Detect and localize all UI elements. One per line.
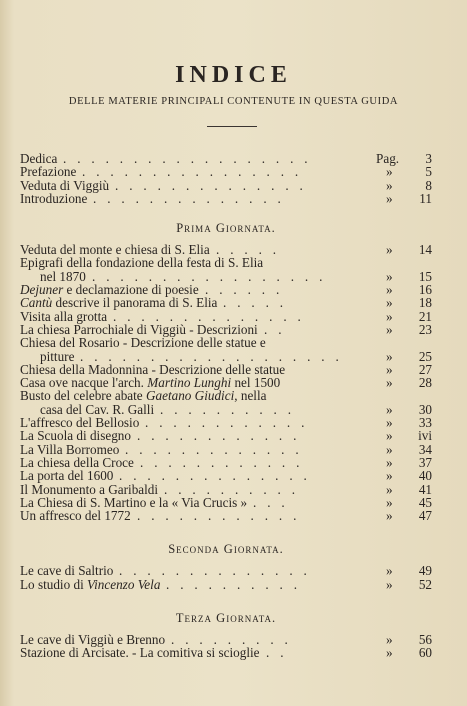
- toc-entry: [20, 296, 432, 309]
- page-prefix: »: [386, 268, 393, 284]
- page-number: 37: [418, 454, 432, 470]
- dot-leader: . . . . . . . . . . . . .: [125, 442, 303, 456]
- toc-entry: [20, 578, 432, 591]
- page-number: 25: [418, 348, 432, 364]
- entry-title: La porta del 1600: [20, 468, 114, 484]
- dot-leader: . . . . . . . . . . . . . .: [115, 178, 307, 192]
- title-divider: [207, 126, 257, 127]
- dot-leader: . . . . . . . . . . . . . .: [119, 469, 311, 483]
- dot-leader: . . . . .: [216, 243, 280, 257]
- toc-entry: [20, 323, 432, 336]
- entry-title: Il Monumento a Garibaldi: [20, 481, 159, 497]
- dot-leader: . .: [264, 322, 286, 337]
- page-prefix: »: [386, 645, 393, 661]
- dot-leader: . . . . . . . . . . . . . .: [113, 309, 305, 323]
- dot-leader: . . . . . . . . . . . . . . . . . . .: [80, 349, 343, 363]
- page-prefix: Pag.: [376, 151, 400, 166]
- toc-entry: [20, 416, 432, 429]
- dot-leader: . . . . . . . . . . . .: [140, 455, 304, 470]
- table-of-contents: [20, 152, 432, 660]
- page-prefix: »: [386, 428, 393, 444]
- toc-entry: [20, 363, 432, 376]
- toc-entry: [20, 509, 432, 522]
- toc-entry: [20, 192, 432, 205]
- page-prefix: »: [386, 401, 393, 417]
- section-heading: Seconda Giornata.: [168, 542, 284, 557]
- entry-title: La chiesa Parrochiale di Viggiù - Descrizioni: [20, 321, 258, 337]
- toc-entry: [20, 270, 432, 283]
- page-number: 47: [418, 508, 432, 524]
- page-number: 15: [418, 268, 432, 284]
- page-prefix: »: [386, 454, 393, 470]
- dot-leader: . . . . .: [223, 296, 287, 310]
- toc-entry: [20, 336, 432, 349]
- page-number: 5: [425, 164, 432, 180]
- page-number: 40: [418, 468, 432, 484]
- entry-title: Chiesa della Madonnina - Descrizione delle statue: [20, 361, 286, 377]
- toc-entry: [20, 165, 432, 178]
- toc-entry: [20, 179, 432, 192]
- page-number: 45: [418, 494, 432, 510]
- toc-entry: [20, 469, 432, 482]
- dot-leader: . . . . . . . . . . . . . . . . .: [92, 269, 327, 284]
- entry-title: Visita alla grotta: [20, 308, 108, 324]
- dot-leader: . . . . . . . . . . . . . . . . . .: [63, 152, 312, 166]
- entry-title: Busto del celebre abate Gaetano Giudici, nella: [20, 388, 267, 404]
- page-prefix: »: [386, 576, 393, 592]
- dot-leader: . . . . . . . . . . . .: [137, 429, 301, 443]
- entry-title: Le cave di Saltrio: [20, 563, 114, 579]
- entry-title: Cantù descrive il panorama di S. Elia: [20, 295, 218, 311]
- entry-title: La Villa Borromeo: [20, 441, 120, 457]
- entry-title: nel 1870: [40, 268, 86, 284]
- entry-title: Veduta di Viggiù: [20, 177, 110, 193]
- toc-entry: [20, 243, 432, 256]
- entry-title: pitture: [40, 348, 75, 364]
- toc-entry: [20, 429, 432, 442]
- page-prefix: »: [386, 632, 393, 648]
- dot-leader: . . . . . . . . . . . . . .: [119, 564, 311, 578]
- page-prefix: »: [386, 468, 393, 484]
- page-number: 30: [418, 401, 432, 417]
- entry-title: Prefazione: [20, 164, 77, 180]
- page-number: 23: [418, 321, 432, 337]
- page-prefix: »: [386, 295, 393, 311]
- page-prefix: »: [386, 494, 393, 510]
- toc-entry: [20, 389, 432, 402]
- entry-title: Dejuner e declamazione di poesie: [20, 282, 199, 298]
- page-number: 11: [419, 190, 432, 206]
- intro-entries: [20, 152, 432, 205]
- page-prefix: »: [386, 164, 393, 180]
- dot-leader: . . . . . .: [205, 283, 284, 297]
- toc-entry: [20, 633, 432, 646]
- toc-entry: [20, 403, 432, 416]
- page-number: 14: [418, 242, 432, 258]
- page-prefix: »: [386, 415, 393, 431]
- toc-entry: [20, 256, 432, 269]
- toc-entry: [20, 496, 432, 509]
- toc-entry: [20, 152, 432, 165]
- page-number: 3: [425, 151, 432, 166]
- dot-leader: . . . . . . . . . . . .: [137, 509, 301, 523]
- section-heading: Terza Giornata.: [175, 611, 277, 626]
- entry-title: Le cave di Viggiù e Brenno: [20, 632, 166, 648]
- toc-entry: [20, 564, 432, 577]
- entry-title: Casa ove nacque l'arch. Martino Lunghi nel 1500: [20, 375, 281, 391]
- toc-entry: [20, 646, 432, 659]
- page-number: 60: [418, 645, 432, 661]
- toc-entry: [20, 456, 432, 469]
- page-number: 49: [418, 563, 432, 579]
- dot-leader: . . . . . . . . . .: [160, 402, 295, 417]
- entry-title: Un affresco del 1772: [20, 508, 131, 524]
- entry-title: La Scuola di disegno: [20, 428, 131, 444]
- dot-leader: . . . . . . . . . .: [166, 577, 301, 592]
- page-number: 52: [418, 576, 432, 592]
- page-prefix: »: [386, 361, 393, 377]
- toc-entry: [20, 483, 432, 496]
- page-number: 16: [418, 282, 432, 298]
- page-prefix: »: [386, 481, 393, 497]
- page-number: 21: [418, 308, 432, 324]
- page-prefix: »: [386, 441, 393, 457]
- section-entries: [20, 243, 432, 522]
- page-number: ivi: [418, 428, 432, 444]
- entry-title: L'affresco del Bellosio: [20, 415, 140, 431]
- entry-title: Introduzione: [20, 190, 88, 206]
- page-prefix: »: [386, 242, 393, 258]
- page-prefix: »: [386, 563, 393, 579]
- page-prefix: »: [386, 508, 393, 524]
- toc-entry: [20, 350, 432, 363]
- entry-title: La chiesa della Croce: [20, 454, 134, 470]
- toc-entry: [20, 283, 432, 296]
- entry-title: Veduta del monte e chiesa di S. Elia: [20, 242, 210, 258]
- page-number: 8: [425, 177, 432, 193]
- section-entries: [20, 633, 432, 660]
- section-heading: Prima Giornata.: [176, 221, 276, 236]
- entry-title: Dedica: [20, 151, 58, 166]
- page-number: 41: [418, 481, 432, 497]
- section-entries: [20, 564, 432, 591]
- page-prefix: »: [386, 190, 393, 206]
- entry-title: Lo studio di Vincenzo Vela: [20, 576, 161, 592]
- page-prefix: »: [386, 321, 393, 337]
- entry-title: La Chiesa di S. Martino e la « Via Crucis »: [20, 494, 248, 510]
- page-number: 27: [418, 361, 432, 377]
- page-prefix: »: [386, 177, 393, 193]
- page-prefix: »: [386, 282, 393, 298]
- page-number: 28: [418, 375, 432, 391]
- index-title: INDICE: [175, 62, 292, 88]
- entry-title: casa del Cav. R. Galli: [40, 401, 155, 417]
- page-number: 56: [418, 632, 432, 648]
- page-number: 34: [418, 441, 432, 457]
- dot-leader: . . . . . . . . . . . . . .: [93, 191, 285, 206]
- toc-entry: [20, 443, 432, 456]
- entry-title: Stazione di Arcisate. - La comitiva si scioglie: [20, 645, 260, 661]
- dot-leader: . . . . . . . . . .: [164, 482, 299, 496]
- dot-leader: . . . . . . . . . . . . . . . .: [82, 165, 303, 179]
- page-number: 33: [418, 415, 432, 431]
- page-prefix: »: [386, 308, 393, 324]
- page-number: 18: [418, 295, 432, 311]
- page-prefix: »: [386, 348, 393, 364]
- entry-title: Chiesa del Rosario - Descrizione delle statue e: [20, 335, 266, 351]
- entry-title: Epigrafi della fondazione della festa di S. Elia: [20, 255, 264, 271]
- dot-leader: . . . . . . . . . . . .: [145, 416, 309, 430]
- page-prefix: »: [386, 375, 393, 391]
- toc-entry: [20, 376, 432, 389]
- dot-leader: . . . . . . . . .: [171, 633, 292, 647]
- dot-leader: . .: [266, 646, 288, 660]
- toc-entry: [20, 310, 432, 323]
- dot-leader: . . .: [253, 495, 289, 510]
- index-subtitle: DELLE MATERIE PRINCIPALI CONTENUTE IN QUESTA GUIDA: [68, 96, 399, 107]
